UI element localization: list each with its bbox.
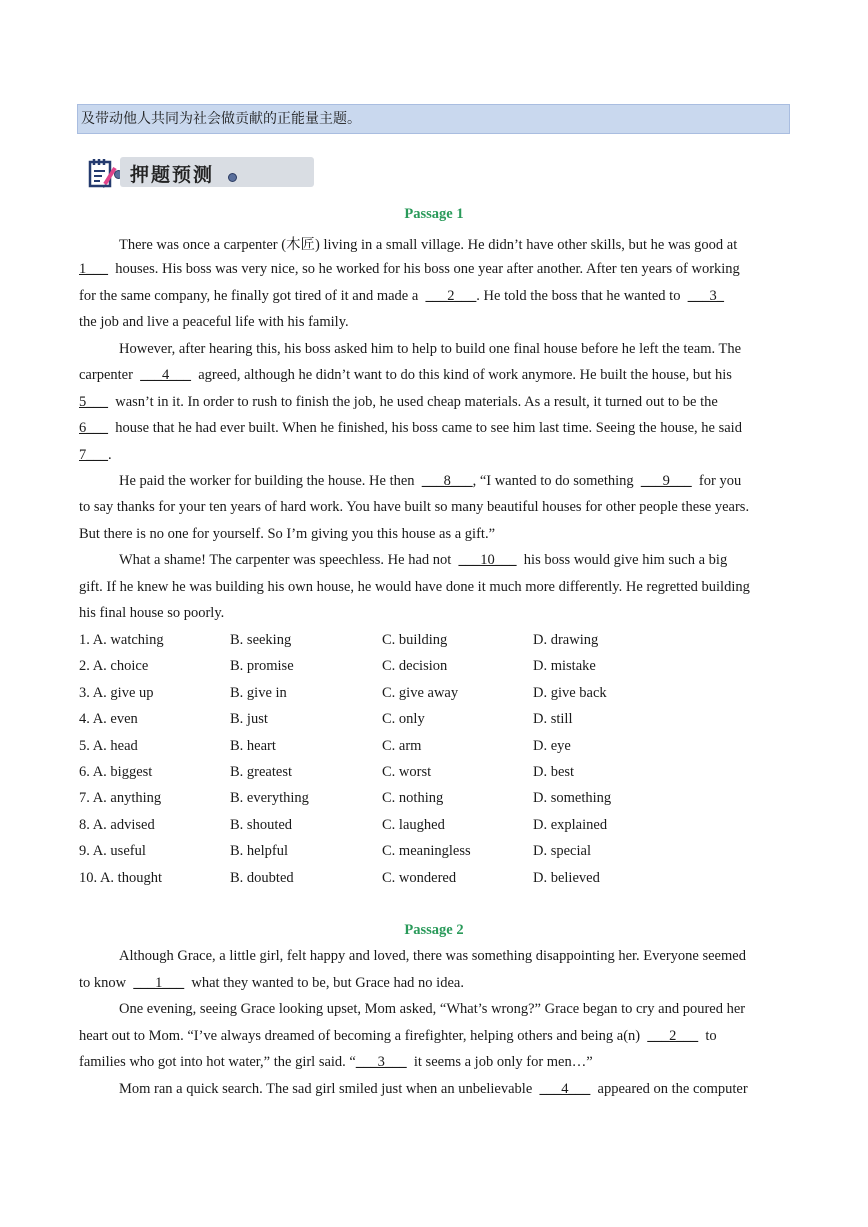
blank-5: 5___: [79, 394, 108, 410]
option-8-B: B. shouted: [230, 816, 293, 833]
option-9-C: C. meaningless: [382, 843, 471, 860]
p4-line-1: What a shame! The carpenter was speechless. He had not ___10___ his boss would give him such a big: [119, 552, 728, 568]
option-8-D: D. explained: [533, 816, 608, 833]
blank-9: ___9___: [640, 473, 692, 489]
option-3-C: C. give away: [382, 684, 459, 701]
option-8-A: 8. A. advised: [79, 816, 155, 833]
blank-1: 1___: [79, 261, 108, 277]
option-2-D: D. mistake: [533, 658, 596, 675]
option-1-B: B. seeking: [230, 632, 292, 648]
option-1-C: C. building: [382, 632, 448, 648]
q2-line-3: families who got into hot water,” the girl said. “___3___ it seems a job only for men…”: [79, 1054, 593, 1070]
p2-line-4: 6___ house that he had ever built. When he finished, his boss came to see him last time. Seeing the house, he said: [79, 420, 742, 436]
q1-line-1: Although Grace, a little girl, felt happy and loved, there was something disappointing her. Everyone seemed: [119, 948, 746, 964]
blank-p2-3: ___3___: [355, 1054, 407, 1070]
p4-line-2: gift. If he knew he was building his own house, he would have done it much more differently. He regretted building: [79, 579, 750, 595]
option-4-A: 4. A. even: [79, 711, 138, 728]
p1-line-2: 1___ houses. His boss was very nice, so he worked for his boss one year after another. After ten years of working: [79, 261, 740, 277]
option-7-C: C. nothing: [382, 790, 444, 807]
option-3-D: D. give back: [533, 684, 607, 701]
option-3-B: B. give in: [230, 684, 287, 701]
q3-line-1: Mom ran a quick search. The sad girl smiled just when an unbelievable ___4___ appeared on the computer: [119, 1081, 748, 1097]
option-5-D: D. eye: [533, 737, 571, 754]
option-1-D: D. drawing: [533, 632, 599, 648]
option-7-A: 7. A. anything: [79, 790, 162, 807]
option-2-A: 2. A. choice: [79, 658, 149, 675]
p3-line-1: He paid the worker for building the house. He then ___8___, “I wanted to do something ___9___ for you: [119, 473, 742, 489]
p2-line-1: However, after hearing this, his boss asked him to help to build one final house before he left the team. The: [119, 341, 742, 357]
option-6-C: C. worst: [382, 764, 432, 780]
blank-p2-4: ___4___: [539, 1081, 591, 1097]
option-5-C: C. arm: [382, 737, 422, 754]
option-6-B: B. greatest: [230, 764, 293, 780]
blank-6: 6___: [79, 420, 108, 436]
q2-line-2: heart out to Mom. “I’ve always dreamed of becoming a firefighter, helping others and being a(n) ___2___ to: [79, 1028, 717, 1044]
q2-line-1: One evening, seeing Grace looking upset, Mom asked, “What’s wrong?” Grace began to cry and poured her: [119, 1001, 746, 1017]
p1-line-4: the job and live a peaceful life with his family.: [79, 314, 349, 330]
p2-line-5: 7___.: [79, 447, 112, 463]
q1-line-2: to know ___1___ what they wanted to be, but Grace had no idea.: [79, 975, 464, 991]
option-7-B: B. everything: [230, 790, 309, 807]
topic-banner: [77, 104, 790, 134]
option-10-D: D. believed: [533, 869, 600, 886]
option-2-C: C. decision: [382, 658, 448, 675]
p1-line-3: for the same company, he finally got tired of it and made a ___2___. He told the boss that he wanted to ___3_: [79, 288, 724, 304]
option-2-B: B. promise: [230, 658, 294, 675]
p1-line-1: There was once a carpenter (木匠) living in a small village. He didn’t have other skills, but he was good at: [119, 237, 738, 253]
blank-4: ___4___: [140, 367, 191, 383]
p4-line-3: his final house so poorly.: [79, 605, 225, 621]
banner-text: 及带动他人共同为社会做贡献的正能量主题。: [81, 111, 361, 127]
passage-1-title: Passage 1: [404, 206, 464, 222]
blank-10: ___10___: [458, 552, 517, 568]
option-6-A: 6. A. biggest: [79, 764, 153, 780]
option-4-D: D. still: [533, 711, 573, 728]
option-7-D: D. something: [533, 790, 612, 807]
option-5-B: B. heart: [230, 737, 276, 754]
option-5-A: 5. A. head: [79, 737, 138, 754]
right-dot-icon: [228, 173, 237, 182]
option-8-C: C. laughed: [382, 816, 445, 833]
blank-7: 7___: [79, 447, 108, 463]
option-3-A: 3. A. give up: [79, 684, 154, 701]
option-10-A: 10. A. thought: [79, 869, 162, 886]
option-9-A: 9. A. useful: [79, 843, 146, 860]
option-10-C: C. wondered: [382, 869, 457, 886]
p3-line-3: But there is no one for yourself. So I’m giving you this house as a gift.”: [79, 526, 496, 542]
p3-line-2: to say thanks for your ten years of hard work. You have built so many beautiful houses for other people these years.: [79, 499, 750, 515]
passage-2-title: Passage 2: [404, 922, 464, 938]
p2-line-3: 5___ wasn’t in it. In order to rush to finish the job, he used cheap materials. As a result, it turned out to be the: [79, 394, 718, 410]
heading-text: 押题预测: [130, 164, 215, 186]
blank-2: ___2___: [425, 288, 477, 304]
heading-box: [120, 157, 314, 187]
blank-8: ___8___: [421, 473, 473, 489]
blank-p2-2: ___2___: [647, 1028, 699, 1044]
blank-3: ___3_: [687, 288, 724, 304]
option-1-A: 1. A. watching: [79, 632, 164, 648]
option-9-B: B. helpful: [230, 843, 288, 860]
option-4-C: C. only: [382, 711, 425, 728]
p2-line-2: carpenter ___4___ agreed, although he didn’t want to do this kind of work anymore. He built the house, but his: [79, 367, 732, 383]
blank-p2-1: ___1___: [133, 975, 185, 991]
option-4-B: B. just: [230, 711, 268, 728]
option-9-D: D. special: [533, 843, 591, 860]
option-6-D: D. best: [533, 764, 575, 780]
option-10-B: B. doubted: [230, 869, 294, 886]
